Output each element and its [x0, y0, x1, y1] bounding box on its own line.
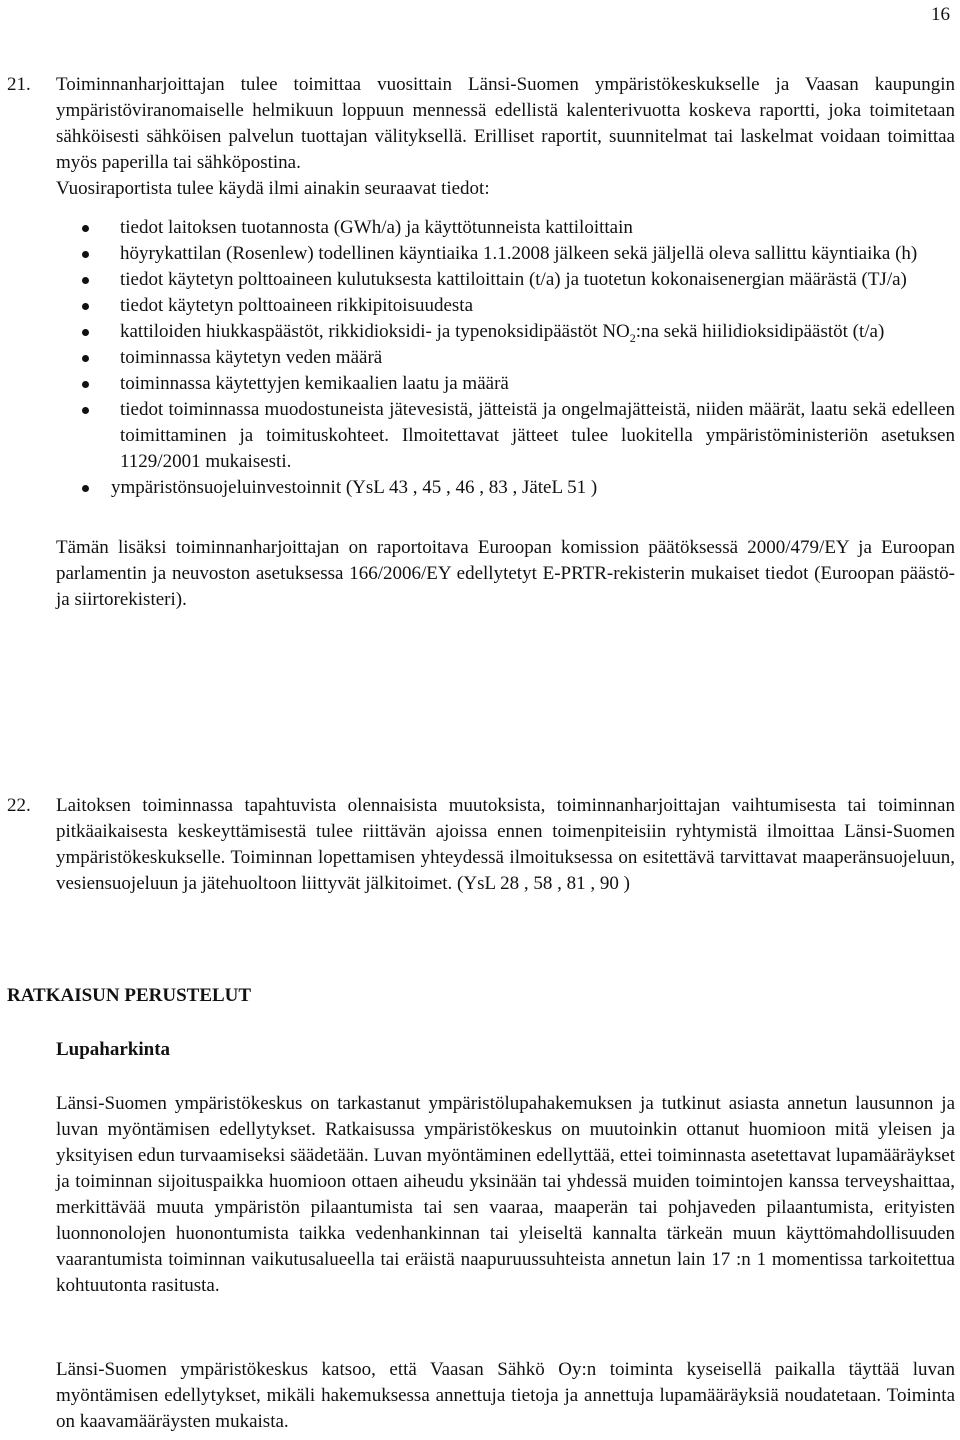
decision-paragraph: Länsi-Suomen ympäristökeskus on tarkastanut ympäristölupahakemuksen ja tutkinut asiasta annetun lausunnon ja luvan myöntämisen edellytykset. Ratkaisussa ympäristökeskus on muutoinkin ottanut huomioon mitä yleisen ja yksityisen edun turvaamiseksi säädetään. Luvan myöntäminen edellyttää, ettei toiminnasta asetettavat lupamääräykset ja toiminnan sijoituspaikka huomioon ottaen aiheudu yksinään tai yhdessä muiden toimintojen kanssa terveyshaittaa, merkittävää muuta ympäristön pilaantumista tai sen vaaraa, maaperän tai pohjaveden pilaantumista, erityisten luonnonolojen huonontumista taikka vedenhankinnan tai yleiseltä kannalta tärkeän muun käyttömahdollisuuden vaarantumista toiminnan vaikutusalueella tai eräistä naapuruussuhteista annetun lain 17 :n 1 momentissa tarkoitettua kohtuutonta rasitusta.	[56, 1093, 955, 1296]
list-item: kattiloiden hiukkaspäästöt, rikkidioksidi- ja typenoksidipäästöt $NO_2:na$ sekä hiilidioksidipäästöt (t/a)	[56, 319, 955, 345]
list-item: toiminnassa käytetyn veden määrä	[56, 345, 955, 371]
list-item: tiedot laitoksen tuotannosta (GWh/a) ja käyttötunneista kattiloittain	[56, 215, 955, 241]
list-item: höyrykattilan (Rosenlew) todellinen käyntiaika 1.1.2008 jälkeen sekä jäljellä oleva sallittu käyntiaika (h)	[56, 241, 955, 267]
bullet-icon	[82, 381, 89, 388]
bullet-icon	[82, 407, 89, 414]
list-item: ympäristönsuojeluinvestoinnit (YsL 43 , 45 , 46 , 83 , JäteL 51 )	[56, 475, 955, 501]
list-item: tiedot toiminnassa muodostuneista jätevesistä, jätteistä ja ongelmajätteistä, niiden määrät, laatu sekä edelleen toimittaminen ja toimituskohteet. Ilmoitettavat jätteet tulee luokitella ympäristöministeriön asetuksen 1129/2001 mukaisesti.	[56, 397, 955, 475]
report-requirements-list	[56, 215, 955, 501]
section-title: RATKAISUN PERUSTELUT	[7, 985, 252, 1006]
page-number: 16	[931, 4, 950, 25]
bullet-icon	[82, 329, 89, 336]
subsection-title: Lupaharkinta	[56, 1039, 171, 1060]
item-21	[7, 72, 955, 613]
bullet-icon	[82, 485, 89, 492]
report-intro: Vuosiraportista tulee käydä ilmi ainakin seuraavat tiedot:	[56, 178, 490, 199]
list-item: tiedot käytetyn polttoaineen kulutuksesta kattiloittain (t/a) ja tuotetun kokonaisenergian määrästä (TJ/a)	[56, 267, 955, 293]
bullet-icon	[82, 355, 89, 362]
bullet-icon	[82, 277, 89, 284]
list-item: tiedot käytetyn polttoaineen rikkipitoisuudesta	[56, 293, 955, 319]
item-number: 22.	[7, 795, 31, 816]
item-22	[7, 793, 955, 897]
bullet-icon	[82, 251, 89, 258]
item-text: Toiminnanharjoittajan tulee toimittaa vuosittain Länsi-Suomen ympäristökeskukselle ja Vaasan kaupungin ympäristöviranomaiselle helmikuun loppuun mennessä edellistä kalenterivuotta koskeva raportti, joka toimitetaan sähköisesti sähköisen palvelun tuottajan välityksellä. Erilliset raportit, suunnitelmat tai laskelmat voidaan toimittaa myös paperilla tai sähköpostina.	[56, 74, 955, 173]
bullet-icon	[82, 225, 89, 232]
conclusion-paragraph: Länsi-Suomen ympäristökeskus katsoo, että Vaasan Sähkö Oy:n toiminta kyseisellä paikalla täyttää luvan myöntämisen edellytykset, mikäli hakemuksessa annettuja tietoja ja annettuja lupamääräyksiä noudatetaan. Toiminta on kaavamääräysten mukaista.	[56, 1359, 955, 1432]
eprtr-paragraph: Tämän lisäksi toiminnanharjoittajan on raportoitava Euroopan komission päätöksessä 2000/479/EY ja Euroopan parlamentin ja neuvoston asetuksessa 166/2006/EY edellytetyt E-PRTR-rekisterin mukaiset tiedot (Euroopan päästö- ja siirtorekisteri).	[56, 537, 955, 610]
item-text: Laitoksen toiminnassa tapahtuvista olennaisista muutoksista, toiminnanharjoittajan vaihtumisesta tai toiminnan pitkäaikaisesta keskeyttämisestä tulee riittävän ajoissa ennen toimenpiteisiin ryhtymistä ilmoittaa Länsi-Suomen ympäristökeskukselle. Toiminnan lopettamisen yhteydessä ilmoituksessa on esitettävä tarvittavat maaperänsuojeluun, vesiensuojeluun ja jätehuoltoon liittyvät jälkitoimet. (YsL 28 , 58 , 81 , 90 )	[56, 795, 955, 894]
list-item: toiminnassa käytettyjen kemikaalien laatu ja määrä	[56, 371, 955, 397]
item-number: 21.	[7, 74, 31, 95]
bullet-icon	[82, 303, 89, 310]
